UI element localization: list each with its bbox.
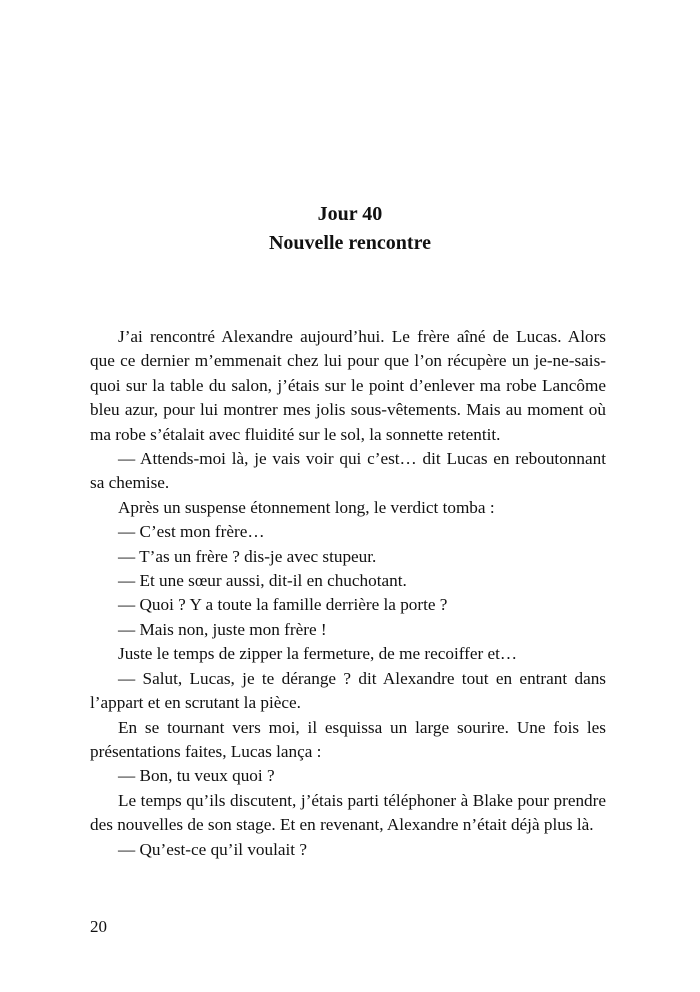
page-number: 20 [90,917,107,936]
chapter-heading [0,200,700,258]
paragraph: — Attends-moi là, je vais voir qui c’est… dit Lucas en reboutonnant sa chemise. [90,449,606,493]
paragraph: — T’as un frère ? dis-je avec stupeur. [118,546,377,566]
paragraph: — Salut, Lucas, je te dérange ? dit Alexandre tout en entrant dans l’appart et en scrutant la pièce. [90,668,606,713]
chapter-day: Jour 40 [317,203,383,225]
body-text [90,325,606,862]
chapter-title: Nouvelle rencontre [268,232,431,254]
paragraph: — Bon, tu veux quoi ? [118,766,275,786]
paragraph: Juste le temps de zipper la fermeture, de me recoiffer et… [118,644,518,664]
paragraph: — Et une sœur aussi, dit-il en chuchotant. [118,571,407,591]
paragraph: Le temps qu’ils discutent, j’étais parti téléphoner à Blake pour prendre des nouvelles de son stage. Et en revenant, Alexandre n’était déjà plus là. [90,790,606,835]
paragraph: — C’est mon frère… [118,522,265,542]
paragraph: — Mais non, juste mon frère ! [118,619,327,639]
paragraph: — Quoi ? Y a toute la famille derrière la porte ? [118,595,448,615]
paragraph: Après un suspense étonnement long, le verdict tomba : [118,497,495,517]
paragraph: J’ai rencontré Alexandre aujourd’hui. Le frère aîné de Lucas. Alors que ce dernier m’emmenait chez lui pour que l’on récupère un je-ne-sais-quoi sur la table du salon, j’étais sur le point d’enlever ma robe Lancôme bleu azur, pour lui montrer mes jolis sous-vêtements. Mais au moment où ma robe s’étalait avec fluidité sur le sol, la sonnette retentit. [90,327,606,444]
paragraph: — Qu’est-ce qu’il voulait ? [118,839,308,859]
paragraph: En se tournant vers moi, il esquissa un large sourire. Une fois les présentations faites, Lucas lança : [90,717,606,761]
